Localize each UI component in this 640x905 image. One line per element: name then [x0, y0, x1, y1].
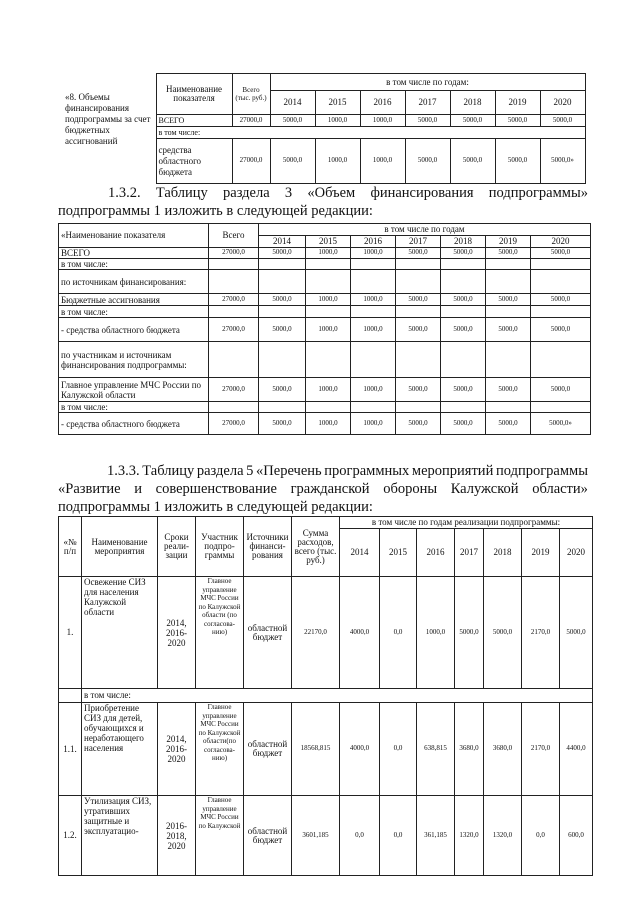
value-cell: 1000,0: [315, 139, 360, 184]
word: 1.3.2.: [108, 185, 141, 201]
value-cell: 0,0: [380, 796, 417, 876]
value-cell: 0,0: [380, 703, 417, 796]
table-row: [59, 378, 591, 402]
table-row: [59, 796, 593, 876]
years-header: в том числе по годам реализации подпрограммы:: [340, 517, 593, 529]
paragraph-1-line-1: [108, 185, 588, 201]
indicator-header: «Наименование показателя: [59, 224, 209, 248]
paragraph-2-line-3: подпрограммы 1 изложить в следующей редакции:: [58, 499, 373, 515]
table-row: [59, 342, 591, 378]
value-cell: 0,0: [522, 796, 560, 876]
activity-participant: Главное управление МЧС России по Калужской области(по согласова-нию): [196, 703, 244, 796]
value-cell: 1000,0: [360, 139, 405, 184]
value-cell: [486, 342, 531, 378]
funding-summary-table: [63, 73, 586, 184]
total-header: Всего: [209, 224, 259, 248]
value-cell: 1000,0: [417, 577, 455, 689]
activity-source: областной бюджет: [244, 577, 292, 689]
value-cell: 5000,0: [270, 139, 315, 184]
table-row: [59, 577, 593, 689]
value-cell: [396, 270, 441, 294]
year-cell: 2017: [455, 529, 484, 577]
row-subheader: в том числе:: [156, 127, 585, 139]
activity-terms: 2014, 2016-2020: [158, 577, 196, 689]
name-header: Наименование мероприятия: [82, 517, 158, 577]
value-cell: [486, 259, 531, 270]
indicator-header: Наименование показателя: [156, 74, 232, 115]
value-cell: 5000,0: [396, 248, 441, 259]
row-total: [209, 402, 259, 413]
value-cell: 5000,0: [441, 248, 486, 259]
word: 5: [246, 463, 254, 479]
value-cell: 5000,0: [484, 577, 522, 689]
activity-terms: 2014, 2016-2020: [158, 703, 196, 796]
terms-header: Сроки реали-зации: [158, 517, 196, 577]
value-cell: 5000,0»: [540, 139, 585, 184]
activity-participant: Главное управление МЧС России по Калужской: [196, 796, 244, 876]
value-cell: 5000,0: [531, 248, 591, 259]
value-cell: [441, 306, 486, 318]
word: финансирования: [370, 185, 474, 201]
value-cell: 5000,0: [486, 294, 531, 306]
value-cell: 1000,0: [306, 248, 351, 259]
row-name: средства областного бюджета: [156, 139, 232, 184]
value-cell: [351, 306, 396, 318]
word: «Перечень: [256, 463, 322, 479]
row-total: [209, 270, 259, 294]
paragraph-2-line-2: [58, 481, 588, 497]
value-cell: [441, 342, 486, 378]
value-cell: 5000,0: [531, 294, 591, 306]
word: совершенствование: [155, 481, 277, 497]
row-name: Главное управление МЧС России по Калужской области: [59, 378, 209, 402]
value-cell: 1000,0: [315, 115, 360, 127]
value-cell: 5000,0: [259, 294, 306, 306]
word: обороны: [383, 481, 438, 497]
value-cell: [306, 259, 351, 270]
value-cell: [441, 259, 486, 270]
year-cell: 2018: [450, 91, 495, 115]
value-cell: 5000,0: [450, 115, 495, 127]
year-cell: 2019: [522, 529, 560, 577]
table-row: [59, 248, 591, 259]
total-header: Всего (тыс. руб.): [232, 74, 270, 115]
row-name: - средства областного бюджета: [59, 413, 209, 435]
table-row: [59, 306, 591, 318]
value-cell: 0,0: [380, 577, 417, 689]
row-total: [209, 306, 259, 318]
value-cell: 5000,0: [441, 378, 486, 402]
row-num: 1.: [59, 577, 82, 689]
value-cell: 5000,0: [450, 139, 495, 184]
value-cell: 5000,0: [495, 139, 540, 184]
year-cell: 2018: [484, 529, 522, 577]
value-cell: [531, 270, 591, 294]
value-cell: 3680,0: [455, 703, 484, 796]
value-cell: [351, 402, 396, 413]
value-cell: [351, 259, 396, 270]
value-cell: [396, 342, 441, 378]
value-cell: 5000,0: [396, 413, 441, 435]
years-header: в том числе по годам:: [270, 74, 585, 91]
activity-terms: 2016-2018, 2020: [158, 796, 196, 876]
word: подпрограммы: [495, 463, 588, 479]
value-cell: 5000,0: [396, 294, 441, 306]
value-cell: 5000,0: [396, 318, 441, 342]
funding-label: «8. Объемы финансирования подпрограммы за счет бюджетных ассигнований: [65, 91, 151, 146]
value-cell: [486, 402, 531, 413]
value-cell: 600,0: [560, 796, 593, 876]
row-total: 27000,0: [209, 378, 259, 402]
value-cell: [531, 306, 591, 318]
value-cell: [259, 259, 306, 270]
value-cell: [486, 306, 531, 318]
value-cell: 2170,0: [522, 703, 560, 796]
value-cell: [396, 306, 441, 318]
value-cell: 5000,0: [405, 139, 450, 184]
value-cell: 638,815: [417, 703, 455, 796]
activity-name: Освежение СИЗ для населения Калужской области: [82, 577, 158, 689]
table-row: [59, 294, 591, 306]
sum-header: Сумма расходов, всего (тыс. руб.): [292, 517, 340, 577]
value-cell: 1000,0: [306, 378, 351, 402]
row-total: 27000,0: [232, 115, 270, 127]
row-name: по источникам финансирования:: [59, 270, 209, 294]
activity-name: Приобретение СИЗ для детей, обучающихся и неработающего населения: [82, 703, 158, 796]
row-total: 27000,0: [209, 248, 259, 259]
word: 3: [284, 185, 293, 201]
value-cell: 4000,0: [340, 577, 380, 689]
activity-participant: Главное управление МЧС России по Калужской области (по согласова-нию): [196, 577, 244, 689]
row-name: в том числе:: [59, 402, 209, 413]
year-cell: 2017: [396, 236, 441, 248]
activity-source: областной бюджет: [244, 796, 292, 876]
value-cell: 5000,0: [495, 115, 540, 127]
value-cell: 4400,0: [560, 703, 593, 796]
year-cell: 2015: [380, 529, 417, 577]
value-cell: 1320,0: [484, 796, 522, 876]
value-cell: 5000,0: [259, 248, 306, 259]
row-total: 27000,0: [209, 413, 259, 435]
value-cell: 5000,0: [259, 413, 306, 435]
value-cell: 5000,0»: [531, 413, 591, 435]
table-row: [59, 703, 593, 796]
value-cell: 5000,0: [405, 115, 450, 127]
value-cell: 1000,0: [351, 378, 396, 402]
value-cell: 5000,0: [486, 378, 531, 402]
value-cell: 1000,0: [306, 318, 351, 342]
value-cell: 5000,0: [531, 318, 591, 342]
word: подпрограммы»: [488, 185, 588, 201]
value-cell: 361,185: [417, 796, 455, 876]
table-row: [59, 413, 591, 435]
activity-source: областной бюджет: [244, 703, 292, 796]
value-cell: 5000,0: [259, 318, 306, 342]
value-cell: 5000,0: [486, 318, 531, 342]
row-name: в том числе:: [59, 259, 209, 270]
year-cell: 2014: [259, 236, 306, 248]
word: Калужской: [450, 481, 519, 497]
table-row: [59, 259, 591, 270]
value-cell: [441, 402, 486, 413]
row-name: по участникам и источникам финансирования подпрограммы:: [59, 342, 209, 378]
value-cell: [351, 342, 396, 378]
year-cell: 2020: [531, 236, 591, 248]
value-cell: 1000,0: [306, 413, 351, 435]
value-cell: 5000,0: [531, 378, 591, 402]
year-cell: 2020: [540, 91, 585, 115]
word: Таблицу: [142, 463, 195, 479]
funding-volume-table: [58, 223, 591, 435]
value-cell: [486, 270, 531, 294]
word: и: [134, 481, 143, 497]
years-header: в том числе по годам: [259, 224, 591, 236]
paragraph-2-line-1: [107, 463, 588, 479]
year-cell: 2019: [495, 91, 540, 115]
row-num: 1.1.: [59, 703, 82, 796]
row-total: [209, 259, 259, 270]
value-cell: [306, 270, 351, 294]
value-cell: [259, 342, 306, 378]
year-cell: 2016: [417, 529, 455, 577]
value-cell: 5000,0: [486, 413, 531, 435]
table-row: [59, 402, 591, 413]
value-cell: 1000,0: [351, 318, 396, 342]
year-cell: 2016: [351, 236, 396, 248]
word: раздела: [196, 463, 244, 479]
year-cell: 2016: [360, 91, 405, 115]
value-cell: 5000,0: [441, 413, 486, 435]
word: «Объем: [307, 185, 356, 201]
program-activities-table: [58, 516, 593, 876]
year-cell: 2015: [306, 236, 351, 248]
table-row: [59, 318, 591, 342]
value-cell: [351, 270, 396, 294]
row-total: 27000,0: [209, 294, 259, 306]
value-cell: [306, 342, 351, 378]
value-cell: 1000,0: [306, 294, 351, 306]
year-cell: 2014: [270, 91, 315, 115]
value-cell: 5000,0: [560, 577, 593, 689]
year-cell: 2019: [486, 236, 531, 248]
row-name: ВСЕГО: [59, 248, 209, 259]
row-total: [209, 342, 259, 378]
value-cell: [396, 259, 441, 270]
sources-header: Источники финанси-рования: [244, 517, 292, 577]
value-cell: [396, 402, 441, 413]
value-cell: 5000,0: [259, 378, 306, 402]
value-cell: [259, 402, 306, 413]
year-cell: 2014: [340, 529, 380, 577]
value-cell: 5000,0: [396, 378, 441, 402]
value-cell: 1320,0: [455, 796, 484, 876]
value-cell: [259, 270, 306, 294]
value-cell: [306, 402, 351, 413]
word: 1.3.3.: [107, 463, 140, 479]
word: раздела: [223, 185, 270, 201]
word: гражданской: [290, 481, 370, 497]
row-name: Бюджетные ассигнования: [59, 294, 209, 306]
value-cell: [306, 306, 351, 318]
value-cell: 5000,0: [455, 577, 484, 689]
value-cell: [531, 342, 591, 378]
paragraph-1-line-2: подпрограммы 1 изложить в следующей редакции:: [58, 203, 373, 219]
num-header: «№ п/п: [59, 517, 82, 577]
row-total: 27000,0: [232, 139, 270, 184]
activity-sum: 18568,815: [292, 703, 340, 796]
row-spacer: [59, 689, 82, 703]
value-cell: 0,0: [340, 796, 380, 876]
participant-header: Участник подпро-граммы: [196, 517, 244, 577]
value-cell: [531, 259, 591, 270]
value-cell: 5000,0: [270, 115, 315, 127]
word: области»: [532, 481, 588, 497]
value-cell: 5000,0: [441, 318, 486, 342]
value-cell: 1000,0: [351, 294, 396, 306]
word: мероприятий: [411, 463, 494, 479]
value-cell: 5000,0: [441, 294, 486, 306]
word: программных: [324, 463, 410, 479]
word: «Развитие: [58, 481, 121, 497]
row-total: 27000,0: [209, 318, 259, 342]
value-cell: 1000,0: [360, 115, 405, 127]
table-row: [59, 270, 591, 294]
value-cell: 4000,0: [340, 703, 380, 796]
table-row: [59, 689, 593, 703]
activity-sum: 3601,185: [292, 796, 340, 876]
value-cell: [531, 402, 591, 413]
year-cell: 2018: [441, 236, 486, 248]
value-cell: 1000,0: [351, 248, 396, 259]
value-cell: 5000,0: [540, 115, 585, 127]
year-cell: 2015: [315, 91, 360, 115]
value-cell: 2170,0: [522, 577, 560, 689]
word: Таблицу: [155, 185, 208, 201]
row-name: - средства областного бюджета: [59, 318, 209, 342]
value-cell: 5000,0: [486, 248, 531, 259]
value-cell: [259, 306, 306, 318]
year-cell: 2017: [405, 91, 450, 115]
value-cell: 3680,0: [484, 703, 522, 796]
year-cell: 2020: [560, 529, 593, 577]
row-name: в том числе:: [59, 306, 209, 318]
row-num: 1.2.: [59, 796, 82, 876]
value-cell: [441, 270, 486, 294]
row-subheader: в том числе:: [82, 689, 593, 703]
value-cell: 1000,0: [351, 413, 396, 435]
row-name: ВСЕГО: [156, 115, 232, 127]
activity-sum: 22170,0: [292, 577, 340, 689]
activity-name: Утилизация СИЗ, утративших защитные и эксплуатацио-: [82, 796, 158, 876]
